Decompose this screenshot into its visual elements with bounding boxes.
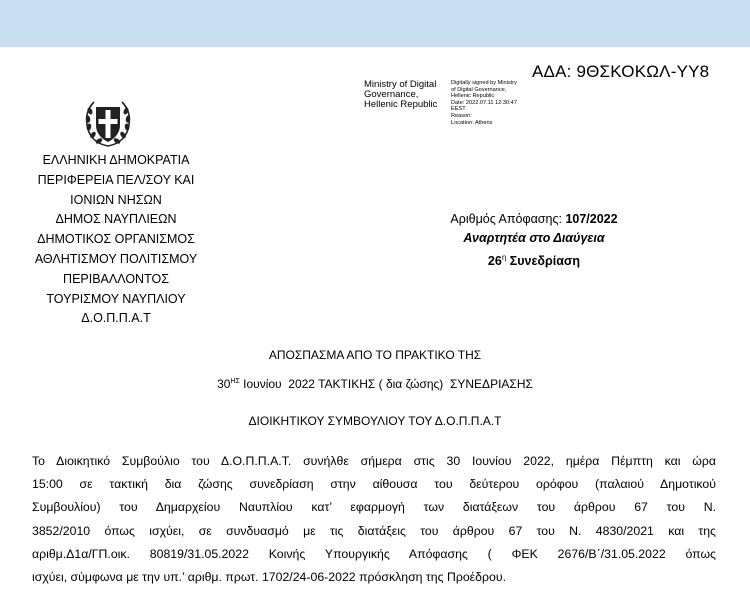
date-sup: ΗΣ (230, 378, 240, 385)
decision-block (398, 210, 670, 271)
session-num: 26 (487, 254, 502, 269)
decision-number: 107/2022 (565, 212, 618, 226)
session-number (398, 248, 670, 271)
issuer-line: ΔΗΜΟΤΙΚΟΣ ΟΡΓΑΝΙΣΜΟΣ (37, 232, 195, 247)
session-word: Συνεδρίαση (509, 254, 581, 269)
body-line: 15:00 σε τακτική δια ζώσης συνεδρίαση στην αίθουσα του δεύτερου ορόφου (παλαιού Δημοτικού (32, 477, 716, 492)
issuer-line: ΙΟΝΙΩΝ ΝΗΣΩΝ (70, 192, 162, 207)
session-sup: η (501, 253, 507, 262)
signature-detail-line: Digitally signed by Ministry (451, 80, 517, 86)
issuer-block (10, 151, 222, 329)
signature-detail-line: Reason: (451, 112, 472, 119)
body-line: αριθμ.Δ1α/ΓΠ.οικ. 80819/31.05.2022 Κοινής Υπουργικής Απόφασης ( ΦΕΚ 2676/Β΄/31.05.2022 όπως (32, 546, 716, 561)
signature-name-line: Governance, (364, 89, 419, 100)
publish-note: Αναρτητέα στο Διαύγεια (463, 231, 605, 245)
body-line: Το Διοικητικό Συμβούλιο του Δ.Ο.Π.Π.Α.Τ. συνήλθε σήμερα στις 30 Ιουνίου 2022, ημέρα Πέμπτη και ώρα (32, 454, 716, 468)
signature-details (451, 80, 561, 126)
date-num: 30 (217, 377, 231, 391)
body-line: Συμβουλίου) του Δημαρχείου Ναυπλίου κατ’ εφαρμογή των διατάξεων του άρθρου 67 του Ν. (32, 500, 716, 515)
body-paragraph (32, 450, 716, 589)
issuer-line: ΠΕΡΙΒΑΛΛΟΝΤΟΣ (63, 271, 169, 286)
board-title: ΔΙΟΙΚΗΤΙΚΟΥ ΣΥΜΒΟΥΛΙΟΥ ΤΟΥ Δ.Ο.Π.Π.Α.Τ (248, 414, 502, 428)
signature-detail-line: of Digital Governance, (451, 86, 507, 93)
coat-of-arms-icon (82, 97, 134, 149)
signature-detail-line: Location: Athens (451, 119, 493, 126)
issuer-line: ΔΗΜΟΣ ΝΑΥΠΛΙΕΩΝ (55, 212, 177, 227)
body-line: 3852/2010 όπως ισχύει, σε συνδυασμό με τις διατάξεις του άρθρου 67 του Ν. 4830/2021 και της (32, 523, 716, 538)
issuer-line: ΕΛΛΗΝΙΚΗ ΔΗΜΟΚΡΑΤΙΑ (42, 153, 190, 167)
signature-detail-line: Hellenic Republic (451, 93, 495, 100)
ada-code: ΑΔΑ: 9ΘΣΚΟΚΩΛ-ΥΥ8 (532, 62, 710, 81)
date-rest: Ιουνίου 2022 ΤΑΚΤΙΚΗΣ ( δια ζώσης) ΣΥΝΕΔΡΙΑΣΗΣ (239, 377, 533, 391)
top-bar (0, 0, 750, 47)
signature-name (364, 80, 452, 110)
signature-name-line: Ministry of Digital (364, 79, 437, 90)
issuer-line: ΑΘΛΗΤΙΣΜΟΥ ΠΟΛΙΤΙΣΜΟΥ (34, 251, 198, 266)
issuer-line: Δ.Ο.Π.Π.Α.Τ (81, 311, 151, 326)
session-date-title (0, 377, 750, 391)
issuer-line: ΤΟΥΡΙΣΜΟΥ ΝΑΥΠΛΙΟΥ (46, 291, 186, 306)
body-line: ισχύει, σύμφωνα με την υπ.’ αριθμ. πρωτ. 1702/24-06-2022 πρόσκληση της Προέδρου. (32, 570, 506, 585)
signature-detail-line: EEST (451, 106, 466, 113)
decision-number-line (398, 210, 670, 229)
issuer-line: ΠΕΡΙΦΕΡΕΙΑ ΠΕΛ/ΣΟΥ ΚΑΙ (37, 172, 195, 187)
signature-name-line: Hellenic Republic (364, 99, 438, 110)
extract-title: ΑΠΟΣΠΑΣΜΑ ΑΠΟ ΤΟ ΠΡΑΚΤΙΚΟ ΤΗΣ (268, 348, 482, 362)
signature-detail-line: Date: 2022.07.11 12:30:47 (451, 99, 517, 106)
decision-label: Αριθμός Απόφασης: (450, 212, 562, 226)
